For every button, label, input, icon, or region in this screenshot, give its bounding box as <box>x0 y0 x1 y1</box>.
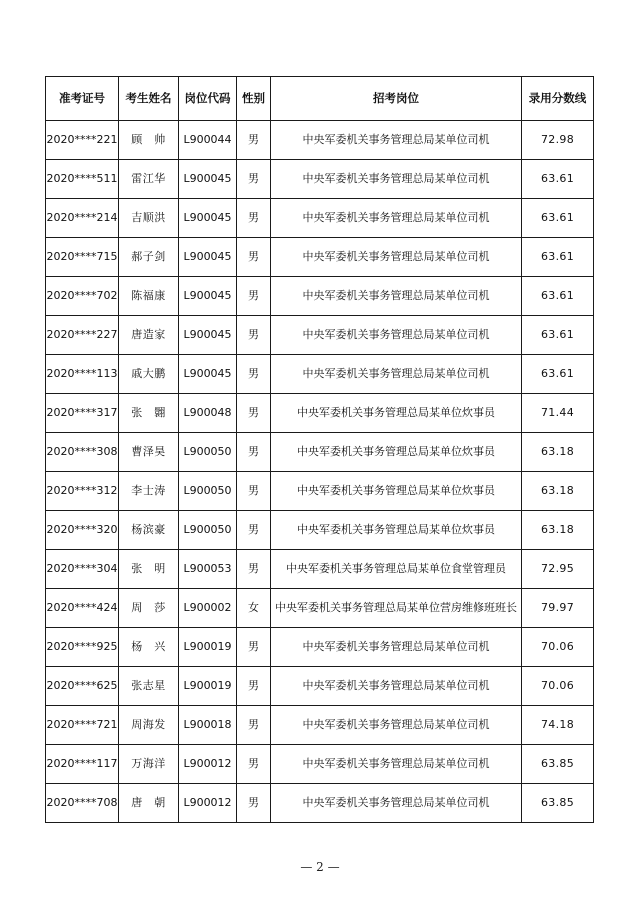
recruited-post-cell: 中央军委机关事务管理总局某单位司机 <box>271 199 522 238</box>
exam-id-cell: 2020****721 <box>46 706 119 745</box>
score-line-cell: 70.06 <box>522 628 594 667</box>
exam-id-cell: 2020****625 <box>46 667 119 706</box>
candidate-name-cell: 郝子剑 <box>119 238 179 277</box>
recruited-post-cell: 中央军委机关事务管理总局某单位司机 <box>271 316 522 355</box>
gender-cell: 男 <box>237 238 271 277</box>
gender-cell: 男 <box>237 511 271 550</box>
gender-cell: 男 <box>237 121 271 160</box>
table-row <box>46 589 594 628</box>
exam-id-cell: 2020****715 <box>46 238 119 277</box>
admission-score-table <box>45 76 594 823</box>
exam-id-cell: 2020****320 <box>46 511 119 550</box>
gender-cell: 男 <box>237 745 271 784</box>
recruited-post-cell: 中央军委机关事务管理总局某单位司机 <box>271 706 522 745</box>
table-row <box>46 199 594 238</box>
post-code-cell: L900045 <box>179 277 237 316</box>
score-line-cell: 63.85 <box>522 784 594 823</box>
recruited-post-cell: 中央军委机关事务管理总局某单位司机 <box>271 745 522 784</box>
table-row <box>46 433 594 472</box>
table-row <box>46 550 594 589</box>
gender-cell: 男 <box>237 667 271 706</box>
recruited-post-cell: 中央军委机关事务管理总局某单位司机 <box>271 121 522 160</box>
gender-cell: 女 <box>237 589 271 628</box>
exam-id-cell: 2020****113 <box>46 355 119 394</box>
candidate-name-cell: 戚大鹏 <box>119 355 179 394</box>
post-code-cell: L900050 <box>179 511 237 550</box>
candidate-name-cell: 唐造家 <box>119 316 179 355</box>
exam-id-cell: 2020****227 <box>46 316 119 355</box>
post-code-cell: L900018 <box>179 706 237 745</box>
score-line-cell: 63.18 <box>522 433 594 472</box>
post-code-cell: L900050 <box>179 433 237 472</box>
score-line-cell: 72.95 <box>522 550 594 589</box>
post-code-cell: L900045 <box>179 238 237 277</box>
page-number: — 2 — <box>300 860 340 874</box>
table-row <box>46 472 594 511</box>
recruited-post-cell: 中央军委机关事务管理总局某单位司机 <box>271 160 522 199</box>
score-line-cell: 63.61 <box>522 238 594 277</box>
score-line-cell: 63.61 <box>522 355 594 394</box>
header-recruited-post: 招考岗位 <box>271 77 522 121</box>
gender-cell: 男 <box>237 355 271 394</box>
table-row <box>46 355 594 394</box>
gender-cell: 男 <box>237 472 271 511</box>
score-line-cell: 63.61 <box>522 199 594 238</box>
table-row <box>46 628 594 667</box>
candidate-name-cell: 唐 朝 <box>119 784 179 823</box>
recruited-post-cell: 中央军委机关事务管理总局某单位司机 <box>271 784 522 823</box>
exam-id-cell: 2020****308 <box>46 433 119 472</box>
table-row <box>46 316 594 355</box>
candidate-name-cell: 雷江华 <box>119 160 179 199</box>
score-line-cell: 74.18 <box>522 706 594 745</box>
recruited-post-cell: 中央军委机关事务管理总局某单位炊事员 <box>271 511 522 550</box>
candidate-name-cell: 曹泽昊 <box>119 433 179 472</box>
gender-cell: 男 <box>237 628 271 667</box>
candidate-name-cell: 张 明 <box>119 550 179 589</box>
gender-cell: 男 <box>237 199 271 238</box>
candidate-name-cell: 张 翾 <box>119 394 179 433</box>
gender-cell: 男 <box>237 550 271 589</box>
candidate-name-cell: 顾 帅 <box>119 121 179 160</box>
recruited-post-cell: 中央军委机关事务管理总局某单位炊事员 <box>271 394 522 433</box>
exam-id-cell: 2020****304 <box>46 550 119 589</box>
candidate-name-cell: 杨滨豪 <box>119 511 179 550</box>
post-code-cell: L900053 <box>179 550 237 589</box>
exam-id-cell: 2020****702 <box>46 277 119 316</box>
candidate-name-cell: 周 莎 <box>119 589 179 628</box>
score-line-cell: 63.61 <box>522 277 594 316</box>
table-header-row <box>46 77 594 121</box>
post-code-cell: L900002 <box>179 589 237 628</box>
recruited-post-cell: 中央军委机关事务管理总局某单位炊事员 <box>271 433 522 472</box>
exam-id-cell: 2020****312 <box>46 472 119 511</box>
post-code-cell: L900050 <box>179 472 237 511</box>
table-row <box>46 394 594 433</box>
recruited-post-cell: 中央军委机关事务管理总局某单位食堂管理员 <box>271 550 522 589</box>
exam-id-cell: 2020****925 <box>46 628 119 667</box>
recruited-post-cell: 中央军委机关事务管理总局某单位司机 <box>271 667 522 706</box>
post-code-cell: L900019 <box>179 667 237 706</box>
post-code-cell: L900045 <box>179 316 237 355</box>
exam-id-cell: 2020****424 <box>46 589 119 628</box>
candidate-name-cell: 吉顺洪 <box>119 199 179 238</box>
score-line-cell: 63.18 <box>522 472 594 511</box>
post-code-cell: L900044 <box>179 121 237 160</box>
table-row <box>46 667 594 706</box>
header-candidate-name: 考生姓名 <box>119 77 179 121</box>
recruited-post-cell: 中央军委机关事务管理总局某单位司机 <box>271 628 522 667</box>
exam-id-cell: 2020****221 <box>46 121 119 160</box>
table-row <box>46 277 594 316</box>
score-line-cell: 72.98 <box>522 121 594 160</box>
post-code-cell: L900012 <box>179 745 237 784</box>
header-post-code: 岗位代码 <box>179 77 237 121</box>
exam-id-cell: 2020****117 <box>46 745 119 784</box>
score-line-cell: 63.85 <box>522 745 594 784</box>
gender-cell: 男 <box>237 394 271 433</box>
gender-cell: 男 <box>237 316 271 355</box>
post-code-cell: L900045 <box>179 199 237 238</box>
candidate-name-cell: 李士涛 <box>119 472 179 511</box>
candidate-name-cell: 张志星 <box>119 667 179 706</box>
candidate-name-cell: 杨 兴 <box>119 628 179 667</box>
post-code-cell: L900045 <box>179 160 237 199</box>
candidate-name-cell: 万海洋 <box>119 745 179 784</box>
score-line-cell: 63.61 <box>522 160 594 199</box>
post-code-cell: L900019 <box>179 628 237 667</box>
exam-id-cell: 2020****317 <box>46 394 119 433</box>
gender-cell: 男 <box>237 433 271 472</box>
table-row <box>46 160 594 199</box>
post-code-cell: L900045 <box>179 355 237 394</box>
header-gender: 性别 <box>237 77 271 121</box>
score-line-cell: 79.97 <box>522 589 594 628</box>
table-row <box>46 511 594 550</box>
score-line-cell: 70.06 <box>522 667 594 706</box>
table-row <box>46 121 594 160</box>
recruited-post-cell: 中央军委机关事务管理总局某单位炊事员 <box>271 472 522 511</box>
recruited-post-cell: 中央军委机关事务管理总局某单位司机 <box>271 355 522 394</box>
score-line-cell: 71.44 <box>522 394 594 433</box>
score-line-cell: 63.18 <box>522 511 594 550</box>
candidate-name-cell: 周海发 <box>119 706 179 745</box>
table-row <box>46 706 594 745</box>
gender-cell: 男 <box>237 277 271 316</box>
candidate-name-cell: 陈福康 <box>119 277 179 316</box>
table-row <box>46 745 594 784</box>
exam-id-cell: 2020****708 <box>46 784 119 823</box>
recruited-post-cell: 中央军委机关事务管理总局某单位司机 <box>271 238 522 277</box>
gender-cell: 男 <box>237 160 271 199</box>
post-code-cell: L900048 <box>179 394 237 433</box>
score-line-cell: 63.61 <box>522 316 594 355</box>
table-row <box>46 238 594 277</box>
gender-cell: 男 <box>237 706 271 745</box>
recruited-post-cell: 中央军委机关事务管理总局某单位营房维修班班长 <box>271 589 522 628</box>
recruited-post-cell: 中央军委机关事务管理总局某单位司机 <box>271 277 522 316</box>
table-row <box>46 784 594 823</box>
exam-id-cell: 2020****511 <box>46 160 119 199</box>
header-exam-id: 准考证号 <box>46 77 119 121</box>
gender-cell: 男 <box>237 784 271 823</box>
exam-id-cell: 2020****214 <box>46 199 119 238</box>
post-code-cell: L900012 <box>179 784 237 823</box>
header-score-line: 录用分数线 <box>522 77 594 121</box>
